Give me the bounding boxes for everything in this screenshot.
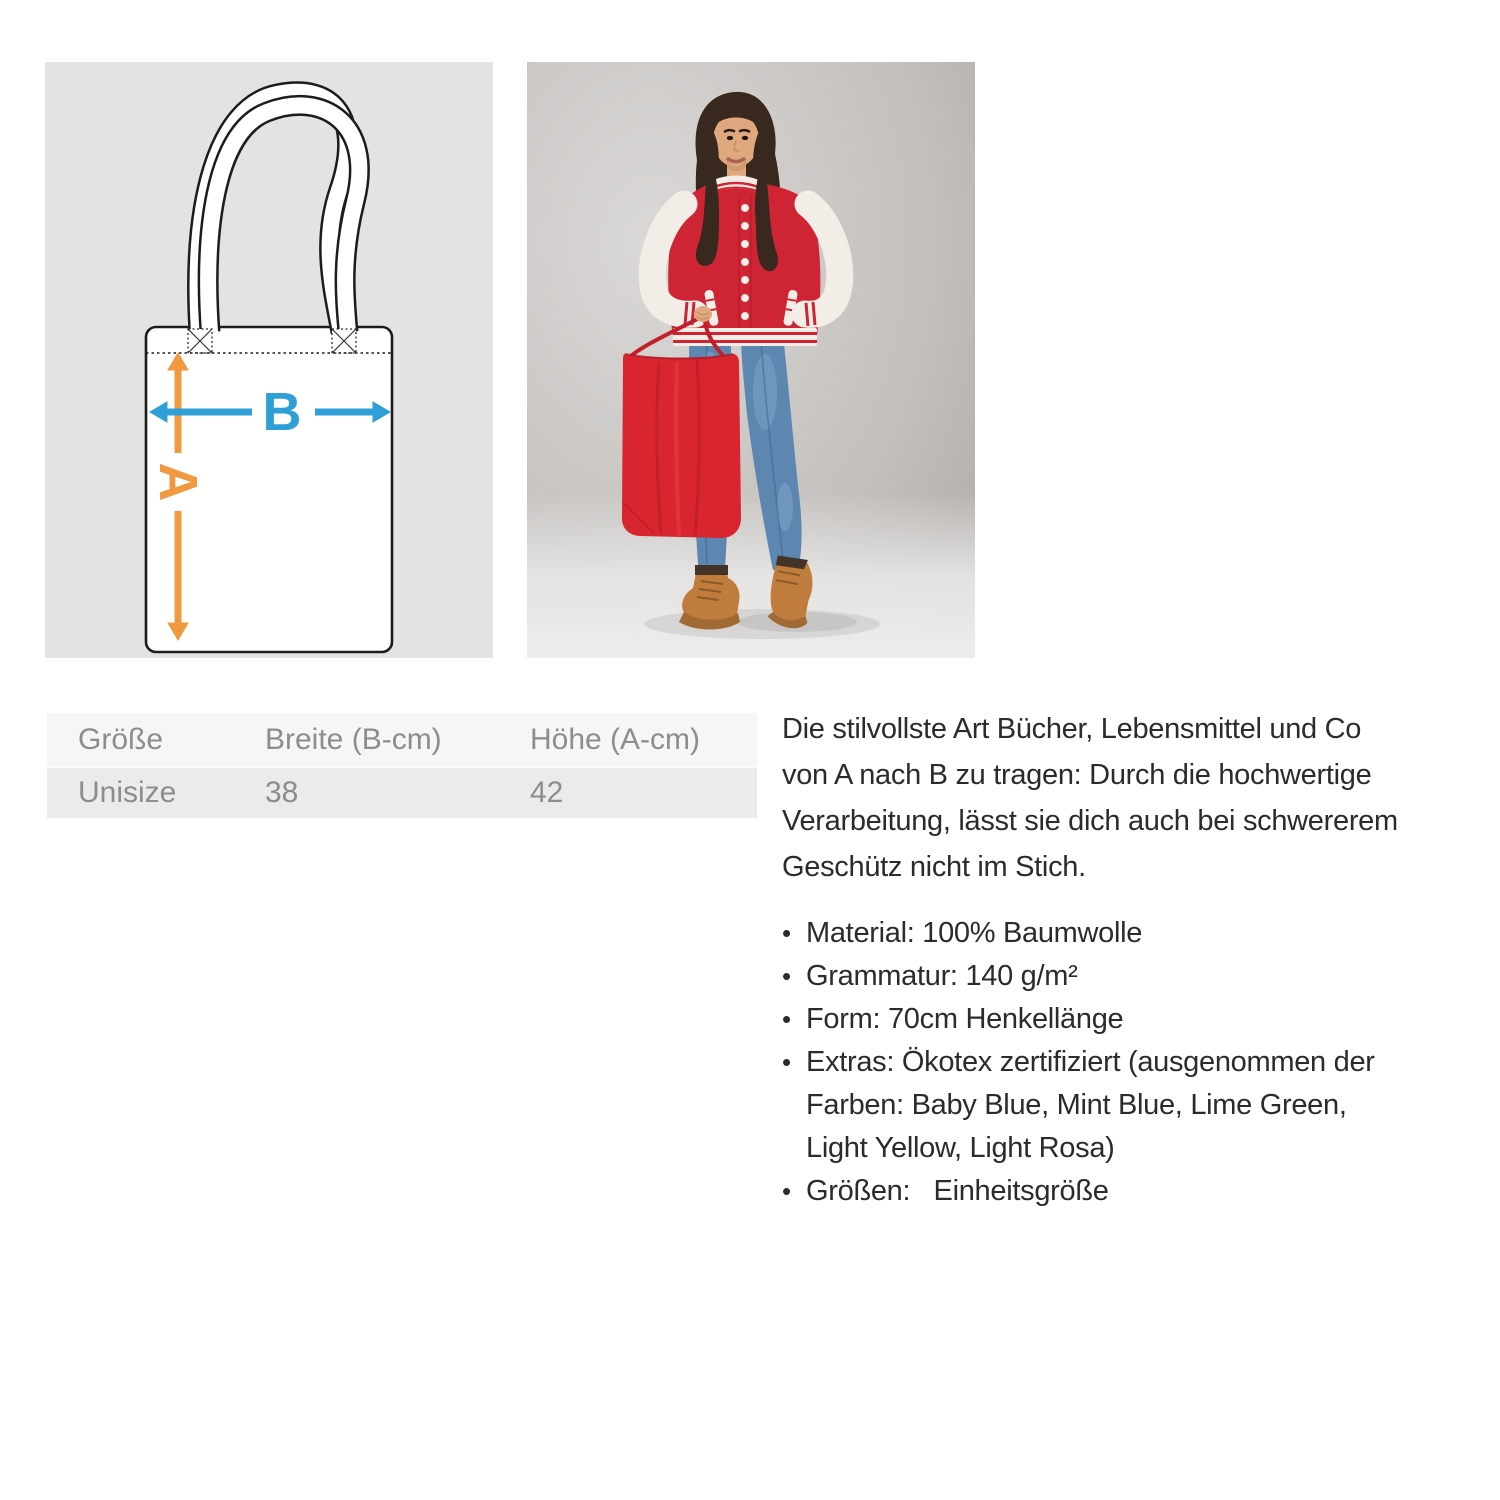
jacket-hem-band (673, 328, 817, 346)
width-label-b: B (262, 382, 302, 442)
size-table (47, 713, 757, 818)
bullet-icon: • (782, 1047, 791, 1077)
paragraph-line: Die stilvollste Art Bücher, Lebensmittel und Co (782, 713, 1362, 745)
list-item (782, 912, 1488, 955)
spec-material: Material: 100% Baumwolle (806, 917, 1143, 949)
bag-measurement-diagram (45, 62, 493, 658)
col-size-label: Größe (78, 722, 164, 756)
spec-grammatur: Grammatur: 140 g/m² (806, 960, 1078, 992)
size-table-row (47, 768, 757, 818)
spec-extras-line-2: Farben: Baby Blue, Mint Blue, Lime Green, (806, 1089, 1347, 1121)
bullet-spacer (782, 1127, 806, 1170)
bullet-spacer (782, 1084, 806, 1127)
model-hand (694, 306, 712, 322)
spec-extras-line-1: Extras: Ökotex zertifiziert (ausgenommen der (806, 1046, 1375, 1078)
height-label-a: A (148, 462, 208, 502)
model-photo (527, 62, 975, 658)
list-item-continuation (782, 1084, 1488, 1127)
list-item (782, 998, 1488, 1041)
list-item (782, 1170, 1488, 1213)
col-height-label: Höhe (A-cm) (530, 722, 701, 756)
size-table-header (47, 713, 757, 768)
bullet-icon: • (782, 918, 791, 948)
list-item-continuation (782, 1127, 1488, 1170)
spec-groessen: Größen: Einheitsgröße (806, 1175, 1109, 1207)
bullet-icon: • (782, 1176, 791, 1206)
col-width-label: Breite (B-cm) (265, 722, 442, 756)
cell-width: 38 (265, 776, 299, 809)
list-item (782, 1041, 1488, 1084)
tote-bag (622, 354, 741, 538)
cell-size: Unisize (78, 776, 177, 809)
spec-list (782, 912, 1488, 1213)
paragraph-line: von A nach B zu tragen: Durch die hochwertige (782, 759, 1372, 791)
product-description (782, 706, 1488, 1213)
list-item (782, 955, 1488, 998)
model-photo-image (527, 62, 975, 658)
size-diagram-image (45, 62, 493, 658)
spec-extras-line-3: Light Yellow, Light Rosa) (806, 1132, 1115, 1164)
bullet-icon: • (782, 1004, 791, 1034)
paragraph-line: Geschütz nicht im Stich. (782, 851, 1086, 883)
paragraph-line: Verarbeitung, lässt sie dich auch bei schwererem (782, 805, 1398, 837)
description-paragraph (782, 706, 1488, 890)
bullet-icon: • (782, 961, 791, 991)
cell-height: 42 (530, 776, 564, 809)
spec-form: Form: 70cm Henkellänge (806, 1003, 1124, 1035)
